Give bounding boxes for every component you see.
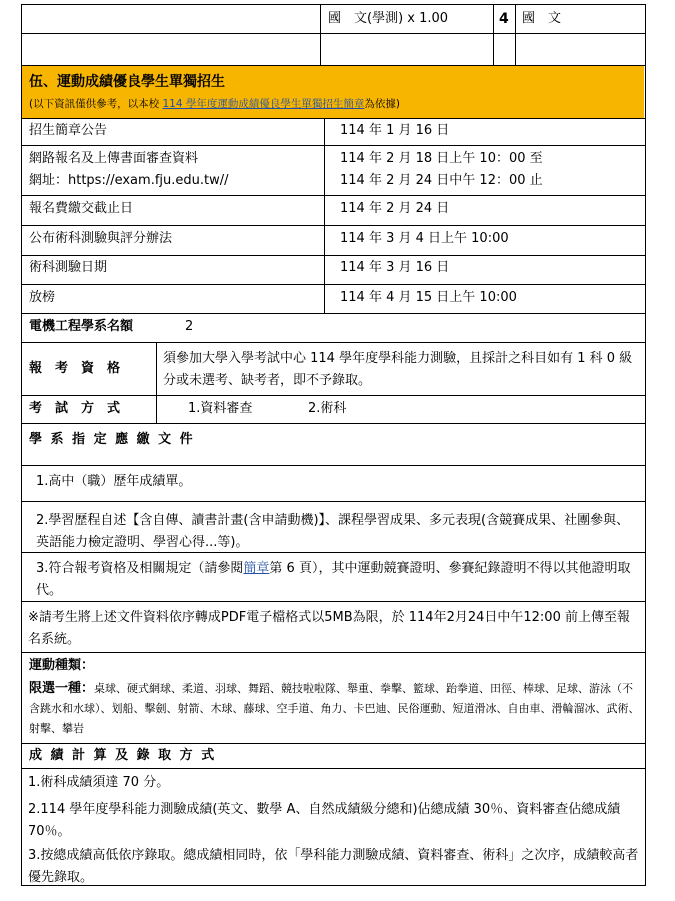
- scoring-item: 3.按總成績高低依序錄取。總成績相同時，依「學科能力測驗成績、資料審查、術科」之次序，成績較高者優先錄取。: [28, 848, 639, 885]
- schedule-value: 114 年 3 月 4 日上午 10:00: [340, 231, 509, 246]
- schedule-value: 114 年 3 月 16 日: [340, 260, 450, 275]
- subject-short: 國 文: [522, 11, 562, 26]
- section-note: (以下資訊僅供參考，以本校 114 學年度運動成績優良學生單獨招生簡章為依據): [29, 98, 400, 110]
- document-item: 2.學習歷程自述【含自傳、讀書計畫(含申請動機)】、課程學習成果、多元表現(含競賽成果、社團參與、英語能力檢定證明、學習心得...等)。: [36, 513, 630, 550]
- document-item: 3.符合報考資格及相關規定（請參閱簡章第 6 頁），其中運動競賽證明、參賽紀錄證明不得以其他證明取代。: [36, 561, 631, 598]
- scoring-item: 1.術科成績須達 70 分。: [28, 775, 170, 790]
- exam-method-item: 1.資料審查: [188, 401, 253, 416]
- document-item: 1.高中（職）歷年成績單。: [36, 474, 192, 489]
- brochure-link[interactable]: 簡章: [243, 561, 270, 576]
- registration-url[interactable]: 網址：https://exam.fju.edu.tw//: [29, 173, 229, 188]
- documents-heading: 學 系 指 定 應 繳 文 件: [29, 432, 195, 447]
- section-title: 伍、運動成績優良學生單獨招生: [29, 74, 225, 90]
- sports-list: 限選一種：桌球、硬式網球、柔道、羽球、舞蹈、競技啦啦隊、舉重、拳擊、籃球、跆拳道、田徑、棒球、足球、游泳（不含跳水和水球）、划船、擊劍、射箭、木球、藤球、空手道、角力、卡巴迪、民俗運動、短道滑冰、自由車、滑輪溜冰、武術、射擊、攀岩: [29, 681, 640, 735]
- divider: [515, 5, 516, 65]
- divider: [320, 5, 321, 65]
- exam-method-item: 2.術科: [308, 401, 347, 416]
- exam-method-label: 考 試 方 式: [29, 401, 121, 416]
- rank-number: 4: [499, 11, 509, 27]
- qualification-text: 須參加大學入學考試中心 114 學年度學科能力測驗，且採計之科目如有 1 科 0 級分或未選考、缺考者，即不予錄取。: [163, 351, 633, 388]
- scoring-item: 2.114 學年度學科能力測驗成績(英文、數學 A、自然成績級分總和)佔總成績 30％、資料審查佔總成績 70％。: [28, 802, 621, 839]
- subject-weight: 國 文(學測) x 1.00: [328, 11, 449, 26]
- schedule-value: 114 年 2 月 24 日中午 12：00 止: [340, 173, 543, 188]
- quota-value: 2: [185, 319, 194, 334]
- schedule-label: 招生簡章公告: [29, 123, 108, 138]
- schedule-value: 114 年 4 月 15 日上午 10:00: [340, 290, 517, 305]
- divider: [493, 5, 494, 65]
- qualification-label: 報 考 資 格: [29, 361, 121, 376]
- schedule-label: 術科測驗日期: [29, 260, 108, 275]
- admission-table: [21, 4, 646, 886]
- schedule-value: 114 年 1 月 16 日: [340, 123, 450, 138]
- brochure-link[interactable]: 114 學年度運動成績優良學生單獨招生簡章: [162, 98, 365, 110]
- schedule-label: 網路報名及上傳書面審查資料: [29, 151, 199, 166]
- schedule-label: 報名費繳交截止日: [29, 201, 134, 216]
- scoring-heading: 成 績 計 算 及 錄 取 方 式: [29, 748, 217, 763]
- quota-label: 電機工程學系名額: [29, 319, 134, 334]
- sports-heading: 運動種類：: [29, 658, 95, 673]
- schedule-label: 公布術科測驗與評分辦法: [29, 231, 173, 246]
- schedule-value: 114 年 2 月 24 日: [340, 201, 450, 216]
- divider: [156, 342, 157, 423]
- schedule-label: 放榜: [29, 290, 56, 305]
- upload-note: ※請考生將上述文件資料依序轉成PDF電子檔格式以5MB為限，於 114年2月24日中午12:00 前上傳至報名系統。: [28, 610, 630, 647]
- schedule-value: 114 年 2 月 18 日上午 10：00 至: [340, 151, 543, 166]
